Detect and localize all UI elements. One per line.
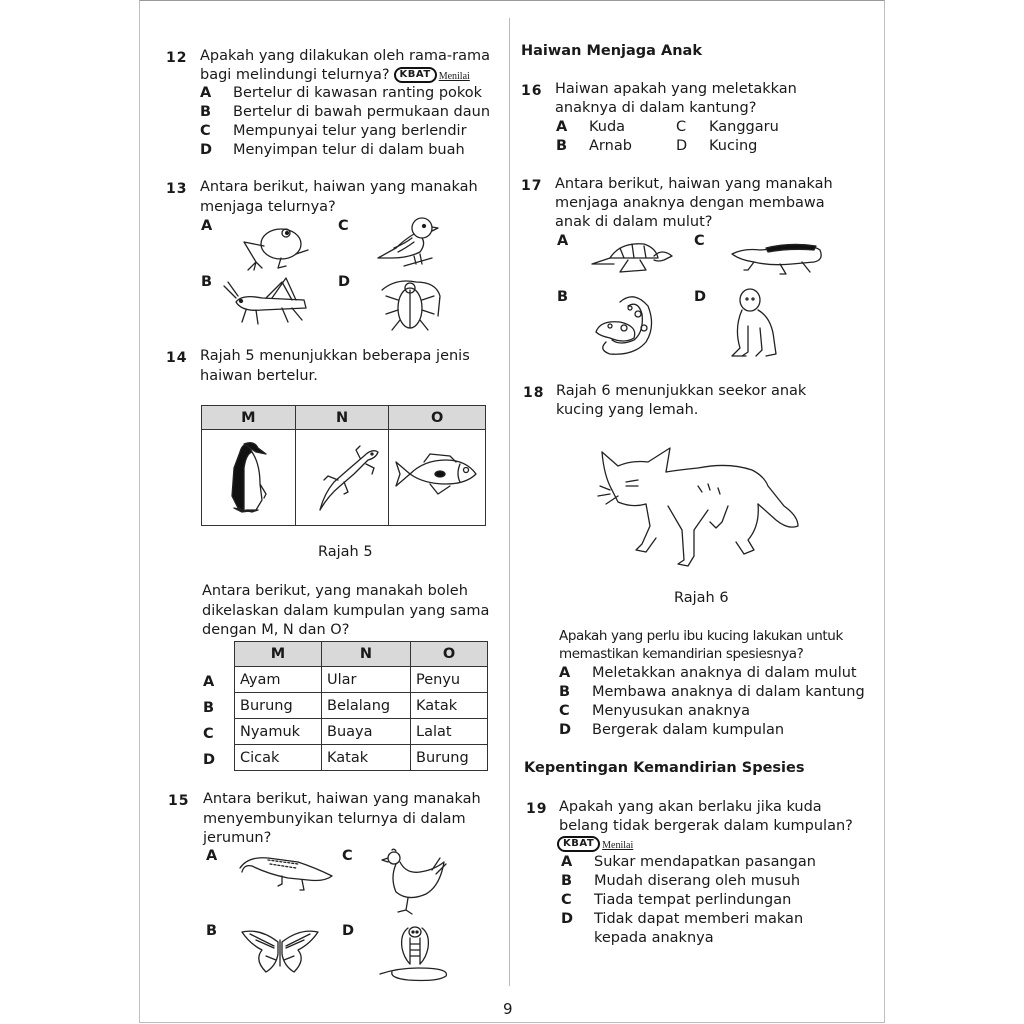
option-d-label[interactable]: D: [694, 289, 707, 305]
section-heading-kepentingan-kemandirian-spesies: Kepentingan Kemandirian Spesies: [524, 760, 805, 776]
option-c[interactable]: C Tiada tempat perlindungan: [561, 892, 792, 908]
option-a-label[interactable]: A: [206, 848, 218, 864]
figure-caption: Rajah 6: [674, 590, 729, 606]
row-label-b[interactable]: B: [203, 700, 215, 716]
option-d-continued: kepada anaknya: [594, 930, 714, 946]
question-text-line2: haiwan bertelur.: [200, 368, 318, 384]
question-text-line2: menjaga telurnya?: [200, 199, 336, 215]
question-text-line2: anaknya di dalam kantung?: [555, 100, 757, 116]
table-row-a[interactable]: [235, 667, 488, 693]
options-table: [234, 641, 488, 771]
option-d[interactable]: D Menyimpan telur di dalam buah: [200, 142, 465, 158]
cobra-image[interactable]: [378, 924, 452, 982]
figure-header-m: M: [202, 406, 296, 430]
question-number: 17: [521, 178, 543, 194]
table-cell: Katak: [322, 745, 411, 771]
option-b-label[interactable]: B: [201, 274, 213, 290]
crocodile-image[interactable]: [730, 238, 824, 280]
question-text-line2: kucing yang lemah.: [556, 402, 699, 418]
crocodile-image[interactable]: [238, 852, 334, 892]
option-b[interactable]: B Arnab: [556, 138, 632, 154]
option-c[interactable]: C Mempunyai telur yang berlendir: [200, 123, 467, 139]
question-text-line3: anak di dalam mulut?: [555, 214, 713, 230]
question-text-line2: belang tidak bergerak dalam kumpulan?: [559, 818, 853, 834]
lizard-image: [316, 446, 380, 512]
row-label-c[interactable]: C: [203, 726, 214, 742]
question-number: 19: [526, 801, 548, 817]
figure-header-n: N: [295, 406, 389, 430]
option-a-label[interactable]: A: [557, 233, 569, 249]
option-a-label[interactable]: A: [201, 218, 213, 234]
question-text: Antara berikut, haiwan yang manakah: [555, 176, 833, 192]
option-b[interactable]: B Mudah diserang oleh musuh: [561, 873, 801, 889]
row-label-d[interactable]: D: [203, 752, 216, 768]
question-text: Haiwan apakah yang meletakkan: [555, 81, 797, 97]
table-cell: Katak: [411, 693, 488, 719]
option-a[interactable]: A Sukar mendapatkan pasangan: [561, 854, 816, 870]
page-number: 9: [503, 1000, 513, 1018]
option-d-label[interactable]: D: [338, 274, 351, 290]
table-cell: Buaya: [322, 719, 411, 745]
option-a[interactable]: A Kuda: [556, 119, 626, 135]
fish-image: [394, 452, 478, 496]
monkey-image[interactable]: [730, 288, 780, 360]
option-c[interactable]: C Kanggaru: [676, 119, 779, 135]
figure-header-o: O: [389, 406, 486, 430]
butterfly-image[interactable]: [240, 926, 320, 974]
table-row-d[interactable]: [235, 745, 488, 771]
option-d[interactable]: D Kucing: [676, 138, 758, 154]
table-cell: Penyu: [411, 667, 488, 693]
column-divider: [509, 18, 510, 986]
table-cell: Belalang: [322, 693, 411, 719]
option-b[interactable]: B Bertelur di bawah permukaan daun: [200, 104, 491, 120]
option-a[interactable]: A Meletakkan anaknya di dalam mulut: [559, 665, 857, 681]
hen-image[interactable]: [380, 848, 448, 916]
sub-question-text-line2: memastikan kemandirian spesiesnya?: [559, 646, 804, 662]
option-c-label[interactable]: C: [694, 233, 705, 249]
question-number: 18: [523, 385, 545, 401]
kbat-badge: KBAT: [394, 67, 437, 83]
row-label-a[interactable]: A: [203, 674, 215, 690]
cockroach-image[interactable]: [376, 276, 442, 332]
kbat-level: Menilai: [438, 71, 470, 82]
kbat-level: Menilai: [602, 840, 634, 851]
question-number: 14: [166, 350, 188, 366]
table-row-c[interactable]: [235, 719, 488, 745]
grasshopper-image[interactable]: [222, 278, 312, 326]
sub-question-text-line3: dengan M, N dan O?: [202, 622, 350, 638]
table-cell: Burung: [235, 693, 322, 719]
option-d[interactable]: D Bergerak dalam kumpulan: [559, 722, 785, 738]
question-text: Antara berikut, haiwan yang manakah: [203, 791, 481, 807]
option-b[interactable]: B Membawa anaknya di dalam kantung: [559, 684, 865, 700]
weak-kitten-image: [598, 446, 802, 574]
table-cell: Lalat: [411, 719, 488, 745]
question-text: Apakah yang akan berlaku jika kuda: [559, 799, 822, 815]
option-c-label[interactable]: C: [342, 848, 353, 864]
sub-question-text-line2: dikelaskan dalam kumpulan yang sama: [202, 603, 490, 619]
table-cell: Ayam: [235, 667, 322, 693]
turtle-image[interactable]: [590, 240, 674, 274]
table-row-b[interactable]: [235, 693, 488, 719]
question-number: 12: [166, 50, 188, 66]
question-number: 16: [521, 83, 543, 99]
option-b-label[interactable]: B: [557, 289, 569, 305]
question-text: Rajah 5 menunjukkan beberapa jenis: [200, 348, 470, 364]
question-text-line3: jerumun?: [203, 830, 272, 846]
kbat-badge: KBAT: [557, 836, 600, 852]
question-text: Antara berikut, haiwan yang manakah: [200, 179, 478, 195]
bird-image[interactable]: [374, 214, 440, 272]
python-image[interactable]: [590, 292, 660, 360]
table-header-m: M: [235, 642, 322, 667]
table-header-o: O: [411, 642, 488, 667]
option-d-label[interactable]: D: [342, 923, 355, 939]
question-text: Rajah 6 menunjukkan seekor anak: [556, 383, 807, 399]
question-text-line2: menjaga anaknya dengan membawa: [555, 195, 825, 211]
figure-caption: Rajah 5: [318, 544, 373, 560]
section-heading-haiwan-menjaga-anak: Haiwan Menjaga Anak: [521, 43, 702, 59]
sub-question-text: Apakah yang perlu ibu kucing lakukan untuk: [559, 628, 843, 644]
option-a[interactable]: A Bertelur di kawasan ranting pokok: [200, 85, 483, 101]
sub-question-text: Antara berikut, yang manakah boleh: [202, 583, 468, 599]
option-c[interactable]: C Menyusukan anaknya: [559, 703, 750, 719]
table-header-n: N: [322, 642, 411, 667]
table-cell: Nyamuk: [235, 719, 322, 745]
table-cell: Burung: [411, 745, 488, 771]
option-b-label[interactable]: B: [206, 923, 218, 939]
question-number: 13: [166, 181, 188, 197]
question-text-line2: bagi melindungi telurnya? KBAT Menilai: [200, 67, 470, 83]
penguin-image: [228, 440, 274, 516]
frog-image[interactable]: [236, 222, 311, 274]
option-d[interactable]: D Tidak dapat memberi makan: [561, 911, 804, 927]
question-number: 15: [168, 793, 190, 809]
question-text-line2: menyembunyikan telurnya di dalam: [203, 811, 466, 827]
table-cell: Ular: [322, 667, 411, 693]
option-c-label[interactable]: C: [338, 218, 349, 234]
table-cell: Cicak: [235, 745, 322, 771]
question-text: Apakah yang dilakukan oleh rama-rama: [200, 48, 490, 64]
